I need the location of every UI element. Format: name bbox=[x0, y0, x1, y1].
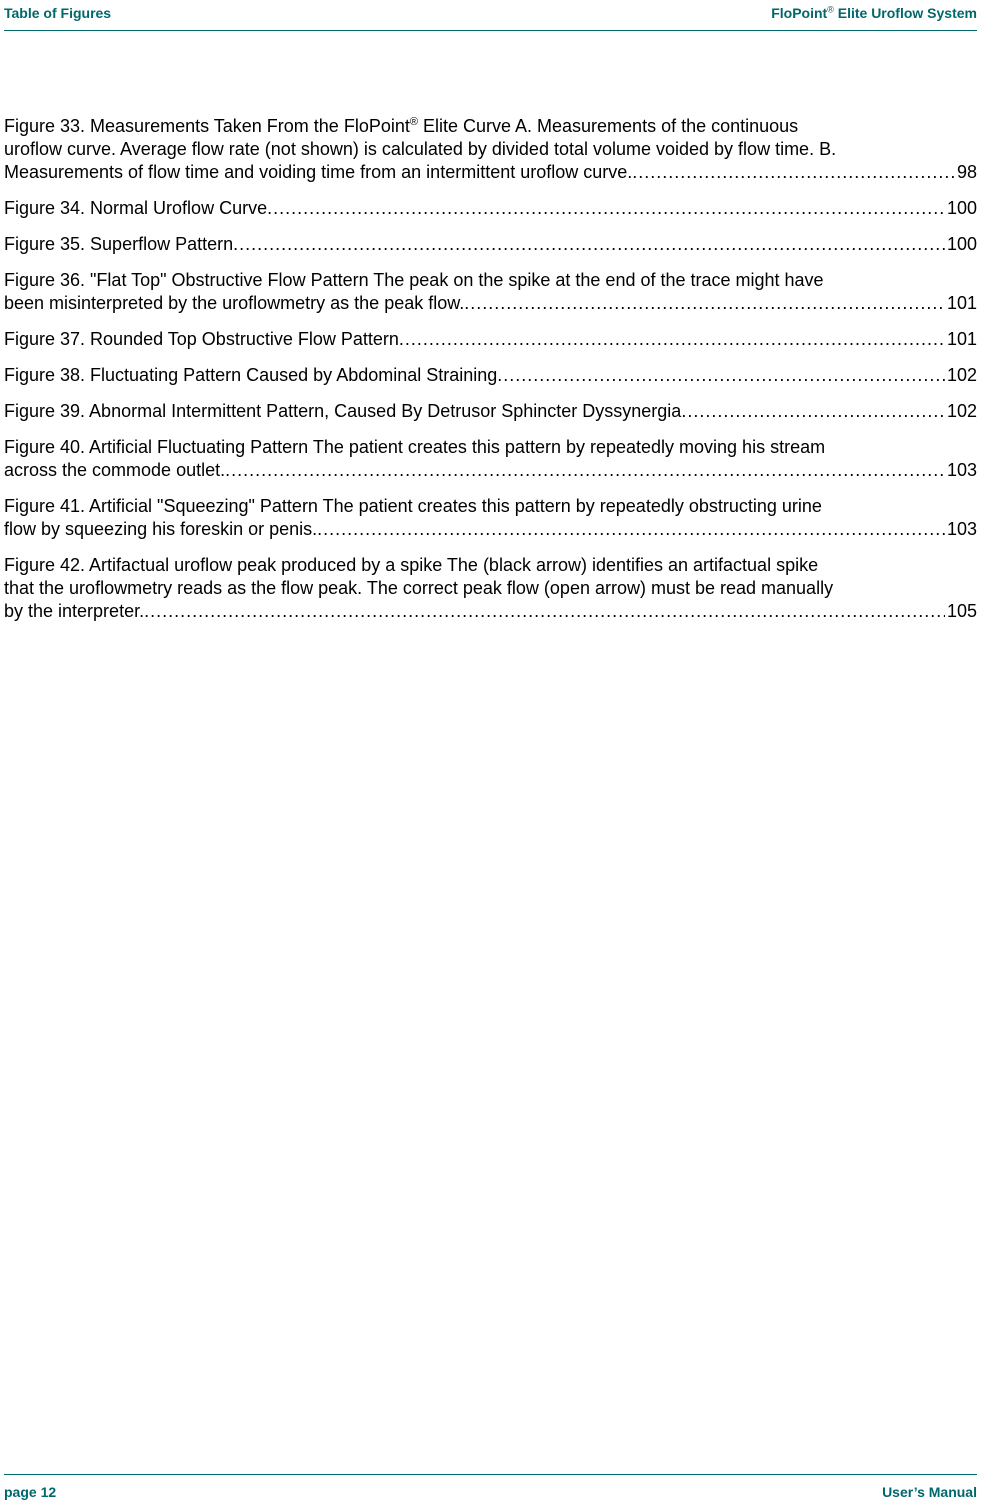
toc-entry-leader-line bbox=[4, 197, 977, 220]
dot-leader bbox=[267, 197, 945, 220]
toc-page-number[interactable]: 105 bbox=[946, 601, 977, 621]
page-footer bbox=[4, 1474, 977, 1501]
toc-page-number[interactable]: 102 bbox=[946, 401, 977, 421]
toc-entry-leader-line bbox=[4, 292, 977, 315]
toc-entry-leader-line bbox=[4, 328, 977, 351]
toc-entry-line: Figure 36. "Flat Top" Obstructive Flow Pattern The peak on the spike at the end of the trace might have bbox=[4, 270, 824, 290]
toc-entry-line bbox=[4, 115, 977, 138]
toc-entry[interactable] bbox=[4, 400, 977, 423]
toc-page-number[interactable]: 103 bbox=[946, 519, 977, 539]
toc-entry[interactable] bbox=[4, 269, 977, 315]
toc-entry-text: across the commode outlet. bbox=[4, 460, 226, 480]
toc-entry-leader-line bbox=[4, 161, 977, 184]
dot-leader bbox=[144, 600, 945, 623]
dot-leader bbox=[632, 161, 955, 184]
footer-manual-title: User’s Manual bbox=[882, 1484, 977, 1500]
toc-entry[interactable] bbox=[4, 197, 977, 220]
toc-entry-text: Measurements of flow time and voiding time from an intermittent uroflow curve. bbox=[4, 162, 633, 182]
toc-entry[interactable] bbox=[4, 233, 977, 256]
toc-entry-text: Figure 35. Superflow Pattern bbox=[4, 234, 234, 254]
toc-entry-text: Figure 39. Abnormal Intermittent Pattern, Caused By Detrusor Sphincter Dyssynergia bbox=[4, 401, 682, 421]
toc-entry[interactable] bbox=[4, 364, 977, 387]
toc-entry-leader-line bbox=[4, 400, 977, 423]
table-of-figures bbox=[4, 115, 977, 636]
header-registered-mark: ® bbox=[827, 4, 834, 15]
dot-leader bbox=[399, 328, 945, 351]
toc-entry-text: Figure 37. Rounded Top Obstructive Flow Pattern bbox=[4, 329, 399, 349]
dot-leader bbox=[317, 518, 945, 541]
toc-entry-leader-line bbox=[4, 600, 977, 623]
toc-page-number[interactable]: 101 bbox=[946, 293, 977, 313]
toc-entry-leader-line bbox=[4, 518, 977, 541]
page-header bbox=[4, 0, 977, 31]
toc-entry[interactable] bbox=[4, 328, 977, 351]
toc-entry-text: Figure 38. Fluctuating Pattern Caused by Abdominal Straining bbox=[4, 365, 498, 385]
toc-entry-text: been misinterpreted by the uroflowmetry as the peak flow. bbox=[4, 293, 465, 313]
toc-entry-text: Elite Curve A. Measurements of the continuous bbox=[417, 116, 799, 136]
header-product-name bbox=[771, 5, 977, 21]
toc-page-number[interactable]: 100 bbox=[946, 198, 977, 218]
dot-leader bbox=[497, 364, 945, 387]
header-section-title: Table of Figures bbox=[4, 5, 112, 21]
toc-entry-line: Figure 41. Artificial "Squeezing" Pattern The patient creates this pattern by repeatedly obstructing urine bbox=[4, 496, 822, 516]
toc-entry-text: by the interpreter. bbox=[4, 601, 145, 621]
toc-entry-line: that the uroflowmetry reads as the flow peak. The correct peak flow (open arrow) must be read manually bbox=[4, 578, 834, 598]
header-brand: FloPoint bbox=[771, 5, 828, 21]
dot-leader bbox=[233, 233, 945, 256]
toc-entry[interactable] bbox=[4, 115, 977, 184]
toc-page-number[interactable]: 103 bbox=[946, 460, 977, 480]
toc-page-number[interactable]: 98 bbox=[956, 162, 977, 182]
toc-entry-text: flow by squeezing his foreskin or penis. bbox=[4, 519, 318, 539]
dot-leader bbox=[464, 292, 945, 315]
toc-entry[interactable] bbox=[4, 554, 977, 623]
toc-entry-line: Figure 40. Artificial Fluctuating Pattern The patient creates this pattern by repeatedly moving his stream bbox=[4, 437, 826, 457]
toc-entry-leader-line bbox=[4, 233, 977, 256]
footer-page-number: page 12 bbox=[4, 1484, 57, 1500]
toc-entry-leader-line bbox=[4, 459, 977, 482]
toc-entry-text: Figure 33. Measurements Taken From the FloPoint bbox=[4, 116, 410, 136]
registered-mark: ® bbox=[409, 116, 418, 128]
dot-leader bbox=[225, 459, 945, 482]
dot-leader bbox=[681, 400, 945, 423]
header-product-rest: Elite Uroflow System bbox=[833, 5, 977, 21]
toc-entry[interactable] bbox=[4, 436, 977, 482]
toc-entry-text: Figure 34. Normal Uroflow Curve bbox=[4, 198, 268, 218]
toc-page-number[interactable]: 102 bbox=[946, 365, 977, 385]
toc-entry-line: uroflow curve. Average flow rate (not shown) is calculated by divided total volume voided by flow time. B. bbox=[4, 139, 837, 159]
toc-entry[interactable] bbox=[4, 495, 977, 541]
toc-page-number[interactable]: 100 bbox=[946, 234, 977, 254]
toc-entry-line: Figure 42. Artifactual uroflow peak produced by a spike The (black arrow) identifies an artifactual spike bbox=[4, 555, 819, 575]
toc-page-number[interactable]: 101 bbox=[946, 329, 977, 349]
toc-entry-leader-line bbox=[4, 364, 977, 387]
